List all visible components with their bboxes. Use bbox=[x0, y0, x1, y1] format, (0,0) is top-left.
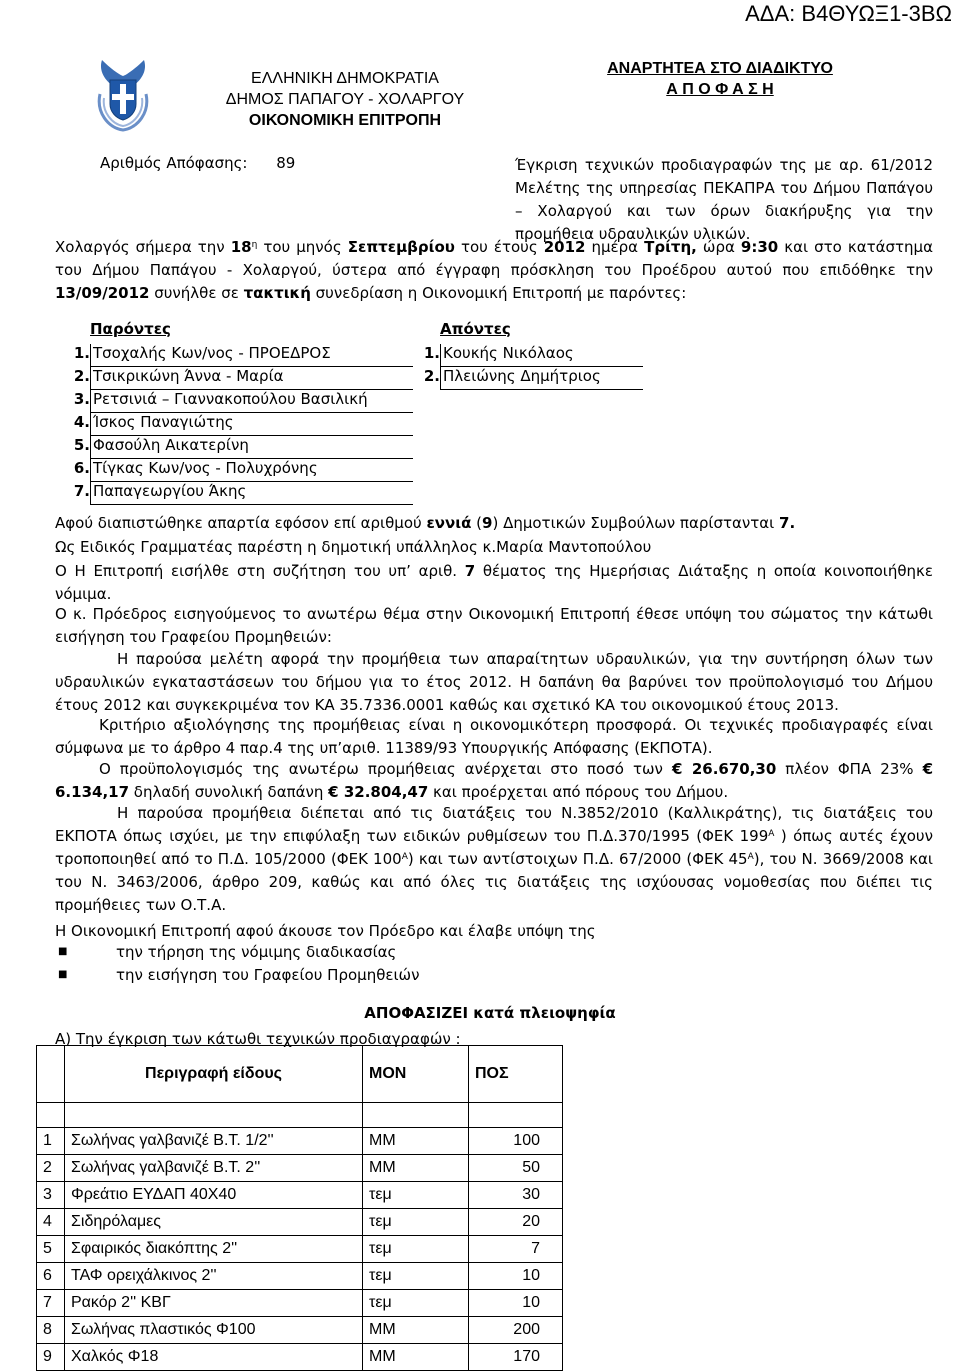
text-run: θέματος της Ημερήσιας Διάταξης η οποία κοινοποιήθηκε νόμιμα. bbox=[55, 562, 933, 603]
text-run: Ο κ. Πρόεδρος εισηγούμενος το ανωτέρω θέμα στην Οικονομική Επιτροπή έθεσε υπόψη του σώματος την κάτωθι εισήγηση του Γραφείου Προμηθειών: bbox=[55, 605, 933, 646]
superscript: Α bbox=[401, 852, 408, 862]
text-run: ( bbox=[471, 514, 483, 532]
attendee-number: 1. bbox=[73, 344, 90, 362]
list-item-text: την εισήγηση του Γραφείου Προμηθειών bbox=[116, 966, 420, 984]
item-quantity: 200 bbox=[469, 1317, 563, 1344]
item-number: 7 bbox=[37, 1290, 65, 1317]
text-run: Η Οικονομική Επιτροπή αφού άκουσε τον Πρόεδρο και έλαβε υπόψη της bbox=[55, 922, 596, 940]
bold-text: 7 bbox=[464, 562, 476, 580]
attendee-name: Τσοχαλής Κων/νος - ΠΡΟΕΔΡΟΣ bbox=[90, 344, 413, 367]
present-heading: Παρόντες bbox=[90, 320, 171, 338]
table-row bbox=[37, 1182, 563, 1209]
item-description: Ρακόρ 2'' ΚΒΓ bbox=[65, 1290, 363, 1317]
item-description: ΤΑΦ ορειχάλκινος 2'' bbox=[65, 1263, 363, 1290]
superscript: Α bbox=[747, 852, 754, 862]
header-cell-description: Περιγραφή είδους bbox=[65, 1046, 363, 1103]
table-row bbox=[37, 1236, 563, 1263]
spacer-cell bbox=[469, 1103, 563, 1128]
text-run: Η παρούσα προμήθεια διέπεται από τις διατάξεις του Ν.3852/2010 (Καλλικράτης), τις διατάξεις του ΕΚΠΟΤΑ όπως ισχύει, με την επιφύλαξη των ειδικών ρυθμίσεων του Π.Δ.370/1995 (ΦΕΚ 199 bbox=[55, 804, 933, 845]
attendee-row bbox=[420, 344, 643, 367]
item-description: Σωλήνας πλαστικός Φ100 bbox=[65, 1317, 363, 1344]
absent-list bbox=[420, 344, 643, 390]
header-municipality: ΔΗΜΟΣ ΠΑΠΑΓΟΥ - ΧΟΛΑΡΓΟΥ bbox=[225, 91, 465, 108]
table-row bbox=[37, 1209, 563, 1236]
absent-column bbox=[420, 320, 643, 390]
bullet-icon: ■ bbox=[58, 969, 68, 980]
table-row bbox=[37, 1155, 563, 1182]
decision-number-label: Αριθμός Απόφασης: bbox=[100, 154, 248, 172]
text-run: Ως Ειδικός Γραμματέας παρέστη η δημοτική υπάλληλος κ.Μαρία Μαντοπούλου bbox=[55, 538, 652, 556]
bullet-icon: ■ bbox=[58, 946, 68, 957]
item-number: 8 bbox=[37, 1317, 65, 1344]
bold-text: Σεπτεμβρίου bbox=[347, 238, 455, 256]
table-row bbox=[37, 1128, 563, 1155]
text-run: δηλαδή συνολική δαπάνη bbox=[129, 783, 329, 801]
attendee-number: 2. bbox=[73, 367, 90, 385]
item-unit: τεμ bbox=[363, 1209, 469, 1236]
attendee-number: 5. bbox=[73, 436, 90, 454]
text-run: Ο Η Επιτροπή εισήλθε στη συζήτηση του υπ’ αριθ. bbox=[55, 562, 465, 580]
chair-paragraph bbox=[55, 603, 933, 649]
text-run: του έτους bbox=[454, 238, 544, 256]
list-item bbox=[58, 943, 420, 966]
spacer-cell bbox=[37, 1103, 65, 1128]
bold-text: € 32.804,47 bbox=[328, 783, 429, 801]
present-column bbox=[70, 320, 413, 505]
text-run: Η παρούσα μελέτη αφορά την προμήθεια των απαραίτητων υδραυλικών, για την συντήρηση όλων των υδραυλικών εγκαταστάσεων του δήμου για το έτος 2012. Η δαπάνη θα βαρύνει τον προϋπολογισμό του Δήμου έτους 2012 και συγκεκριμένα τον ΚΑ 35.7336.0001 καθώς και σχετικό ΚΑ του οικονομικού έτους 2013. bbox=[55, 650, 933, 714]
text-run: και στο κατάστημα του Δήμου Παπάγου - Χολαργού, ύστερα από έγγραφη πρόσκληση του Προέδρου αυτού που επιδόθηκε την bbox=[55, 238, 933, 279]
spacer-cell bbox=[65, 1103, 363, 1128]
attendee-number: 4. bbox=[73, 413, 90, 431]
text-run: ) όπως αυτές έχουν τροποποιηθεί από το Π.Δ. 105/2000 (ΦΕΚ 100 bbox=[55, 827, 933, 868]
header-internet-posting: ΑΝΑΡΤΗΤΕΑ ΣΤΟ ΔΙΑΔΙΚΤΥΟ bbox=[607, 60, 833, 77]
attendee-name: Τίγκας Κων/νος - Πολυχρόνης bbox=[90, 459, 413, 482]
attendee-name: Παπαγεωργίου Άκης bbox=[90, 482, 413, 505]
greek-emblem bbox=[92, 54, 154, 132]
considerations-list bbox=[58, 943, 420, 989]
bold-text: € 6.134,17 bbox=[55, 760, 933, 801]
bold-text: 7. bbox=[779, 514, 796, 532]
item-unit: ΜΜ bbox=[363, 1344, 469, 1371]
decides-heading: ΑΠΟΦΑΣΙΖΕΙ κατά πλειοψηφία bbox=[364, 1004, 616, 1022]
item-quantity: 30 bbox=[469, 1182, 563, 1209]
item-number: 3 bbox=[37, 1182, 65, 1209]
header-cell-quantity: ΠΟΣ bbox=[469, 1046, 563, 1103]
text-run: Κριτήριο αξιολόγησης της προμήθειας είναι η οικονομικότερη προσφορά. Οι τεχνικές προδιαγραφές είναι σύμφωνα με το άρθρο 4 παρ.4 της υπ’αριθ. 11389/93 Υπουργικής Απόφασης (ΕΚΠΟΤΑ). bbox=[55, 716, 933, 757]
criterion-paragraph bbox=[55, 714, 933, 760]
attendee-row bbox=[70, 390, 413, 413]
attendee-number: 2. bbox=[423, 367, 440, 385]
header-committee: ΟΙΚΟΝΟΜΙΚΗ ΕΠΙΤΡΟΠΗ bbox=[248, 112, 442, 129]
item-unit: τεμ bbox=[363, 1236, 469, 1263]
item-quantity: 50 bbox=[469, 1155, 563, 1182]
items-table bbox=[36, 1045, 563, 1371]
text-run: Χολαργός σήμερα την bbox=[55, 238, 231, 256]
table-row bbox=[37, 1290, 563, 1317]
header-cell-number bbox=[37, 1046, 65, 1103]
attendee-number: 1. bbox=[423, 344, 440, 362]
attendee-row bbox=[70, 436, 413, 459]
attendee-row bbox=[70, 413, 413, 436]
text-run: Ο προϋπολογισμός της ανωτέρω προμήθειας ανέρχεται στο ποσό των bbox=[99, 760, 672, 778]
bold-text: € 26.670,30 bbox=[671, 760, 777, 778]
decision-number-value: 89 bbox=[276, 154, 296, 172]
attendee-name: Κουκής Νικόλαος bbox=[440, 344, 643, 367]
attendee-number: 7. bbox=[73, 482, 90, 500]
attendee-row bbox=[70, 482, 413, 505]
present-list bbox=[70, 344, 413, 505]
spacer-cell bbox=[363, 1103, 469, 1128]
table-row bbox=[37, 1317, 563, 1344]
items-header-row bbox=[37, 1046, 563, 1103]
item-number: 6 bbox=[37, 1263, 65, 1290]
list-item bbox=[58, 966, 420, 989]
text-run: Αφού διαπιστώθηκε απαρτία εφόσον επί αριθμού bbox=[55, 514, 427, 532]
attendee-name: Φασούλη Αικατερίνη bbox=[90, 436, 413, 459]
item-description: Σωλήνας γαλβανιζέ Β.Τ. 1/2'' bbox=[65, 1128, 363, 1155]
attendee-number: 3. bbox=[73, 390, 90, 408]
attendee-row bbox=[70, 459, 413, 482]
item-description: Σιδηρόλαμες bbox=[65, 1209, 363, 1236]
item-unit: τεμ bbox=[363, 1182, 469, 1209]
attendee-number: 6. bbox=[73, 459, 90, 477]
text-run: συνήλθε σε bbox=[149, 284, 244, 302]
bold-text: 18 bbox=[230, 238, 252, 256]
heard-paragraph bbox=[55, 920, 933, 943]
text-run: συνεδρίαση η Οικονομική Επιτροπή με παρόντες: bbox=[310, 284, 687, 302]
items-table-wrap bbox=[36, 1045, 563, 1371]
bold-text: 9:30 bbox=[740, 238, 779, 256]
law-paragraph bbox=[55, 802, 933, 917]
text-run: ημέρα bbox=[585, 238, 645, 256]
item-unit: ΜΜ bbox=[363, 1155, 469, 1182]
attendee-name: Ίσκος Παναγιώτης bbox=[90, 413, 413, 436]
bold-text: 9 bbox=[482, 514, 493, 532]
item-number: 9 bbox=[37, 1344, 65, 1371]
item-description: Σωλήνας γαλβανιζέ Β.Τ. 2'' bbox=[65, 1155, 363, 1182]
text-run: ), του Ν. 3669/2008 και του Ν. 3463/2006, άρθρο 209, καθώς και από όλες τις διατάξεις της ισχύουσας νομοθεσίας που διέπει τις προμήθειες των Ο.Τ.Α. bbox=[55, 850, 933, 914]
table-row bbox=[37, 1344, 563, 1371]
text-run: ώρα bbox=[696, 238, 741, 256]
item-description: Χαλκός Φ18 bbox=[65, 1344, 363, 1371]
list-item-text: την τήρηση της νόμιμης διαδικασίας bbox=[116, 943, 397, 961]
attendee-row bbox=[70, 344, 413, 367]
attendee-row bbox=[70, 367, 413, 390]
bold-text: εννιά bbox=[426, 514, 472, 532]
item-number: 4 bbox=[37, 1209, 65, 1236]
text-run: και προέρχεται από πόρους του Δήμου. bbox=[428, 783, 729, 801]
bold-text: 2012 bbox=[543, 238, 586, 256]
item-unit: τεμ bbox=[363, 1263, 469, 1290]
decision-subject: Έγκριση τεχνικών προδιαγραφών της με αρ. 61/2012 Μελέτης της υπηρεσίας ΠΕΚΑΠΡΑ του Δήμου Παπάγου – Χολαργού και των όρων διακήρυξης για την προμήθεια υδραυλικών υλικών. bbox=[515, 156, 933, 243]
attendee-row bbox=[420, 367, 643, 390]
item-unit: τεμ bbox=[363, 1290, 469, 1317]
item-quantity: 10 bbox=[469, 1263, 563, 1290]
item-number: 1 bbox=[37, 1128, 65, 1155]
item-number: 2 bbox=[37, 1155, 65, 1182]
bold-text: τακτική bbox=[243, 284, 311, 302]
text-run: ) Δημοτικών Συμβούλων παρίστανται bbox=[492, 514, 780, 532]
header-cell-unit: ΜΟΝ bbox=[363, 1046, 469, 1103]
ada-code: ΑΔΑ: Β4ΘΥΩΞ1-3ΒΩ bbox=[745, 1, 952, 26]
superscript: Α bbox=[768, 829, 775, 839]
bold-text: 13/09/2012 bbox=[55, 284, 150, 302]
item-quantity: 20 bbox=[469, 1209, 563, 1236]
item-description: Σφαιρικός διακόπτης 2'' bbox=[65, 1236, 363, 1263]
item-unit: ΜΜ bbox=[363, 1317, 469, 1344]
text-run: ) και των αντίστοιχων Π.Δ. 67/2000 (ΦΕΚ 45 bbox=[407, 850, 748, 868]
items-spacer-row bbox=[37, 1103, 563, 1128]
item-quantity: 10 bbox=[469, 1290, 563, 1317]
header-authority bbox=[200, 68, 490, 131]
header-decision: Α Π Ο Φ Α Σ Η bbox=[666, 81, 774, 98]
text-run: πλέον ΦΠΑ 23% bbox=[776, 760, 923, 778]
intro-paragraph bbox=[55, 236, 933, 305]
secretary-paragraph bbox=[55, 536, 933, 559]
bold-text: Τρίτη, bbox=[644, 238, 697, 256]
item-quantity: 100 bbox=[469, 1128, 563, 1155]
attendee-name: Τσικρικώνη Άννα - Μαρία bbox=[90, 367, 413, 390]
attendee-name: Ρετσινιά – Γιαννακοπούλου Βασιλική bbox=[90, 390, 413, 413]
item-quantity: 170 bbox=[469, 1344, 563, 1371]
item-number: 5 bbox=[37, 1236, 65, 1263]
budget-paragraph bbox=[55, 758, 933, 804]
agenda-paragraph bbox=[55, 560, 933, 606]
text-run: του μηνός bbox=[257, 238, 348, 256]
attendee-name: Πλειώνης Δημήτριος bbox=[440, 367, 643, 390]
item-quantity: 7 bbox=[469, 1236, 563, 1263]
item-unit: ΜΜ bbox=[363, 1128, 469, 1155]
header-republic: ΕΛΛΗΝΙΚΗ ΔΗΜΟΚΡΑΤΙΑ bbox=[251, 70, 439, 87]
decision-number bbox=[100, 154, 295, 173]
header-publication bbox=[580, 58, 860, 100]
approval-line: Α) Την έγκριση των κάτωθι τεχνικών προδιαγραφών : bbox=[55, 1030, 461, 1048]
study-paragraph bbox=[55, 648, 933, 717]
absent-heading: Απόντες bbox=[440, 320, 511, 338]
table-row bbox=[37, 1263, 563, 1290]
superscript: η bbox=[251, 240, 258, 250]
item-description: Φρεάτιο ΕΥΔΑΠ 40Χ40 bbox=[65, 1182, 363, 1209]
quorum-paragraph bbox=[55, 512, 933, 535]
